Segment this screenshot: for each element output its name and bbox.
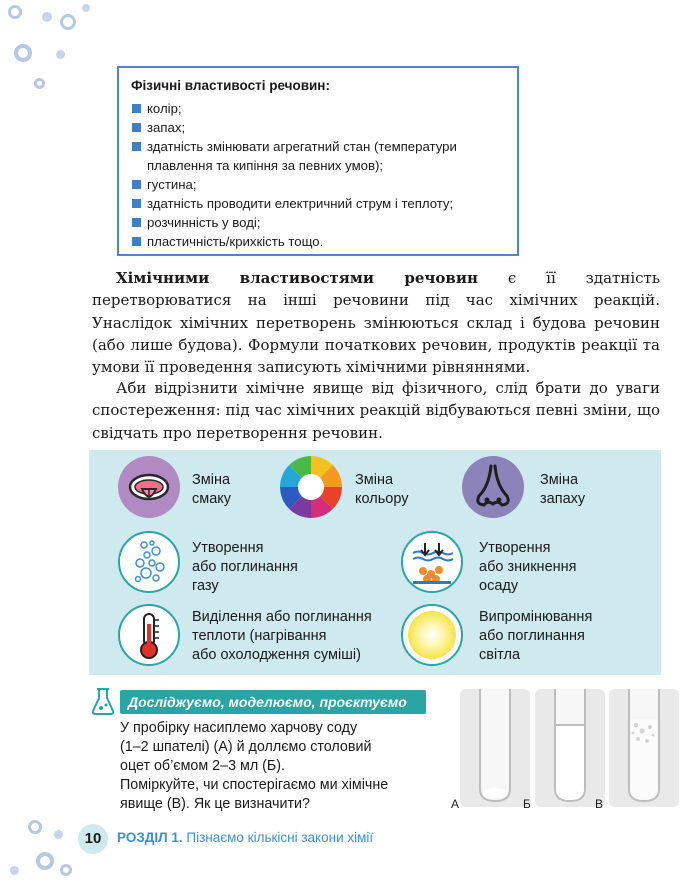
- research-banner: Досліджуємо, моделюємо, проєктуємо: [120, 690, 426, 714]
- test-tube-photo-a: [460, 689, 530, 807]
- nose-icon: [462, 456, 524, 518]
- bubble-decoration: [60, 14, 76, 30]
- section-footer: [117, 830, 373, 845]
- sign-label-line: смаку: [192, 491, 232, 507]
- page-number: 10: [78, 824, 108, 854]
- list-item: здатність змінювати агрегатний стан (температури плавлення та кипіння за певних умов);: [131, 137, 505, 175]
- sign-label-line: або поглинання: [479, 628, 585, 644]
- sign-label-color: [355, 471, 408, 509]
- list-item: розчинність у воді;: [131, 213, 505, 232]
- list-item: густина;: [131, 175, 505, 194]
- research-line: явище (В). Як це визначити?: [120, 796, 310, 812]
- color-wheel-icon: [280, 456, 342, 518]
- sign-label-smell: [540, 471, 585, 509]
- reaction-signs-panel: [89, 450, 661, 675]
- bubble-decoration: [14, 44, 32, 62]
- sign-label-line: осаду: [479, 578, 519, 594]
- research-line: У пробірку насиплемо харчову соду: [120, 720, 358, 736]
- research-task-text: [120, 719, 420, 814]
- bubble-decoration: [34, 78, 45, 89]
- sign-label-line: газу: [192, 578, 219, 594]
- chemical-properties-term: Хімічними властивостями речовин: [116, 269, 478, 287]
- precipitate-icon: [401, 531, 463, 593]
- distinguish-paragraph: [92, 377, 660, 444]
- flask-icon: [90, 686, 116, 716]
- bubble-decoration: [8, 5, 22, 19]
- tube-label: В: [595, 797, 604, 811]
- bubble-decoration: [10, 866, 19, 875]
- section-title: Пізнаємо кількісні закони хімії: [182, 830, 374, 845]
- sign-label-line: світла: [479, 647, 521, 663]
- test-tube-photo-c: [609, 689, 679, 807]
- sign-label-heat: [192, 608, 372, 665]
- sign-label-line: Зміна: [540, 472, 579, 488]
- sign-label-line: або охолодження суміші): [192, 647, 361, 663]
- bubble-decoration: [42, 12, 52, 22]
- list-item: колір;: [131, 99, 505, 118]
- sign-label-line: Утворення: [192, 540, 264, 556]
- sign-label-line: або зникнення: [479, 559, 577, 575]
- sign-label-line: Зміна: [192, 472, 231, 488]
- bubble-decoration: [56, 50, 65, 59]
- thermometer-icon: [118, 604, 180, 666]
- list-item: здатність проводити електричний струм і теплоту;: [131, 194, 505, 213]
- sign-label-line: теплоти (нагрівання: [192, 628, 327, 644]
- sign-label-gas: [192, 539, 298, 596]
- sign-label-line: Виділення або поглинання: [192, 609, 372, 625]
- tube-label: Б: [523, 797, 531, 811]
- test-tube-photo-b: [535, 689, 605, 807]
- research-line: Поміркуйте, чи спостерігаємо ми хімічне: [120, 777, 389, 793]
- sign-label-taste: [192, 471, 231, 509]
- bubble-decoration: [60, 864, 72, 876]
- sign-label-line: запаху: [540, 491, 586, 507]
- tongue-icon: [118, 456, 180, 518]
- list-item: запах;: [131, 118, 505, 137]
- physical-properties-list: [131, 99, 505, 251]
- tube-label: А: [451, 797, 460, 811]
- chemical-properties-text: є її здатність перетворюватися на інші речовини під час хімічних реакцій. Унаслідок хімічних перетворень змінюються склад і будова речовин (або лише будова). Формули початкових речовин, продуктів реакції та умови її проведення записують хімічними рівняннями.: [92, 269, 661, 377]
- gas-bubbles-icon: [118, 531, 180, 593]
- sign-label-line: Утворення: [479, 540, 551, 556]
- research-line: (1–2 шпателі) (А) й доллємо столовий: [120, 739, 372, 755]
- physical-properties-title: Фізичні властивості речовин:: [131, 78, 330, 93]
- sign-label-light: [479, 608, 592, 665]
- bubble-decoration: [54, 830, 63, 839]
- sign-label-precipitate: [479, 539, 577, 596]
- sign-label-line: Зміна: [355, 472, 394, 488]
- list-item: пластичність/крихкість тощо.: [131, 232, 505, 251]
- distinguish-text: Аби відрізнити хімічне явище від фізичного, слід брати до уваги спостереження: під час хімічних реакцій відбуваються певні зміни, що свідчать про перетворення речовин.: [92, 379, 660, 442]
- light-glow-icon: [401, 604, 463, 666]
- research-line: оцет об’ємом 2–3 мл (Б).: [120, 758, 286, 774]
- bubble-decoration: [36, 852, 54, 870]
- sign-label-line: або поглинання: [192, 559, 298, 575]
- sign-label-line: Випромінювання: [479, 609, 593, 625]
- section-number: РОЗДІЛ 1.: [117, 830, 183, 845]
- chemical-properties-paragraph: [92, 267, 660, 378]
- bubble-decoration: [82, 4, 90, 12]
- sign-label-line: кольору: [355, 491, 409, 507]
- bubble-decoration: [28, 820, 42, 834]
- physical-properties-box: [117, 66, 519, 256]
